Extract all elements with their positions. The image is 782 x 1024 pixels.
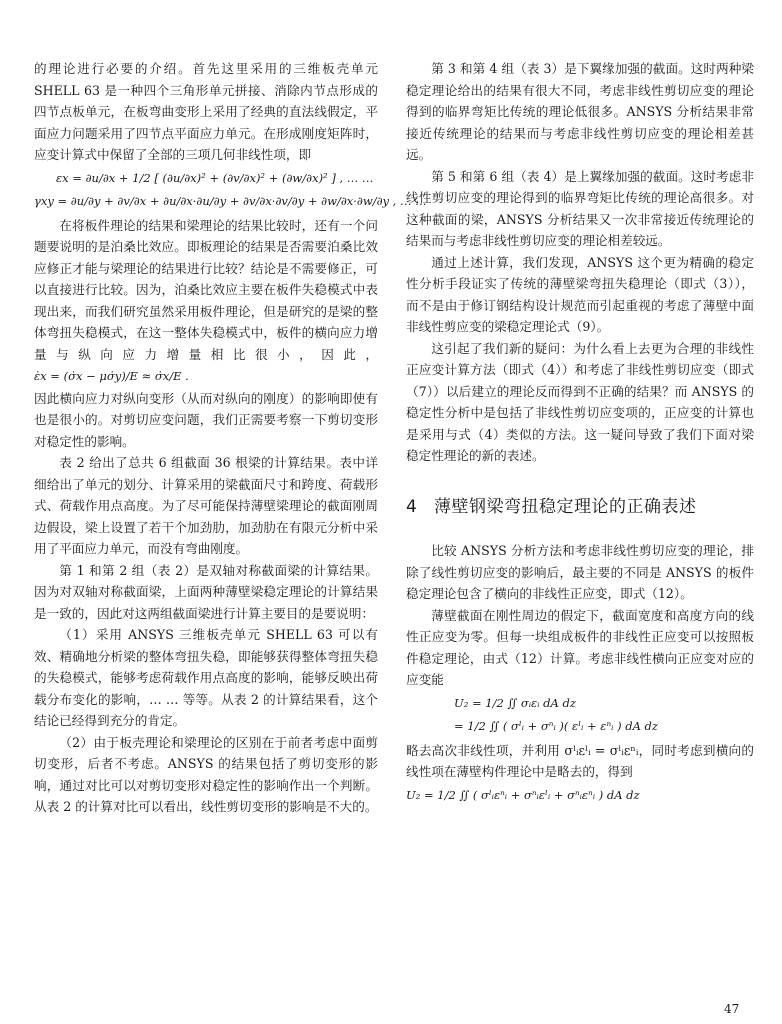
equation-shear-strain: γxy = ∂u/∂y + ∂v/∂x + ∂u/∂x·∂u/∂y + ∂v/∂x·∂v/∂y + ∂w/∂x·∂w/∂y , … … bbox=[34, 194, 427, 208]
paragraph: 第 1 和第 2 组（表 2）是双轴对称截面梁的计算结果。因为对双轴对称截面梁，上面两种薄壁梁稳定理论的计算结果是一致的，因此对这两组截面梁进行计算主要目的是要说明： bbox=[34, 562, 378, 621]
paragraph bbox=[34, 215, 378, 388]
paragraph: 这引起了我们新的疑问：为什么看上去更为合理的非线性正应变计算方法（即式（4））和考虑了非线性剪切应变（即式（7））以后建立的理论反而得到不正确的结果？而 ANSYS 的稳定性分析中是包括了非线性剪切应变项的，正应变的计算也是采用与式（4）类似的方法。这一疑问导致了我们下面对梁稳定性理论的新的表述。 bbox=[406, 340, 754, 463]
page-number: 47 bbox=[724, 1002, 740, 1016]
paragraph: （2）由于板壳理论和梁理论的区别在于前者考虑中面剪切变形，后者不考虑。ANSYS 的结果包括了剪切变形的影响，通过对比可以对剪切变形对稳定性的影响作出一个判断。从表 2 的计算对比可以看出，线性剪切变形的影响是不大的。 bbox=[34, 734, 378, 814]
paragraph: （1）采用 ANSYS 三维板壳单元 SHELL 63 可以有效、精确地分析梁的整体弯扭失稳，即能够获得整体弯扭失稳的失稳模式，能够考虑荷载作用点高度的影响，能够反映出荷载分布变化的影响，… … 等等。从表 2 的计算结果看，这个结论已经得到充分的肯定。 bbox=[34, 627, 378, 728]
paragraph: 第 3 和第 4 组（表 3）是下翼缘加强的截面。这时两种梁稳定理论给出的结果有很大不同，考虑非线性剪切应变的理论得到的临界弯矩比传统的理论低很多。ANSYS 分析结果非常接近传统理论的结果而与考虑非线性剪切应变的理论相差甚远。 bbox=[406, 61, 754, 162]
equation-strain-energy: U₂ = 1/2 ∬ σᵢεᵢ dA dz bbox=[454, 695, 576, 710]
paragraph-text: 在将板件理论的结果和梁理论的结果比较时，还有一个问题要说明的是泊桑比效应。即板理论的结果是否需要泊桑比效应修正才能与梁理论的结果进行比较？结论是不需要修正，可以直接进行比较。因为，泊桑比效应主要在板件失稳模式中表现出来，而我们研究虽然采用板件理论，但是研究的是梁的整体弯扭失稳模式，在这一整体失稳模式中，板件的横向应力增量与纵向应力增量相比很小，因此， bbox=[34, 217, 378, 362]
paragraph: 的理论进行必要的介绍。首先这里采用的三维板壳单元 SHELL 63 是一种四个三角形单元拼接、消除内节点形成的四节点板单元，在板弯曲变形上采用了经典的直法线假定，平面应力问题采用了四节点平面应力单元。在形成刚度矩阵时，应变计算式中保留了全部的三项几何非线性项，即 bbox=[34, 61, 378, 162]
paragraph: 表 2 给出了总共 6 组截面 36 根梁的计算结果。表中详细给出了单元的划分、计算采用的梁截面尺寸和跨度、荷载形式、荷载作用点高度。为了尽可能保持薄壁梁理论的截面刚周边假设，梁上设置了若干个加劲肋，加劲肋在有限元分析中采用了平面应力单元，而没有弯曲刚度。 bbox=[34, 455, 378, 556]
section-heading bbox=[406, 497, 754, 519]
equation-strain-energy-simplified: U₂ = 1/2 ∬ ( σˡᵢεⁿᵢ + σⁿᵢεˡᵢ + σⁿᵢεⁿᵢ ) dA dz bbox=[406, 787, 640, 802]
left-column bbox=[34, 58, 427, 818]
section-title: 薄壁钢梁弯扭稳定理论的正确表述 bbox=[434, 496, 697, 517]
inline-equation: ε̇x = (σ̇x − μσ̇y)/E ≈ σ̇x/E . bbox=[34, 369, 189, 383]
equation-strain-x: εx = ∂u/∂x + 1/2 [ (∂u/∂x)² + (∂v/∂x)² + (∂w/∂x)² ] , … … bbox=[56, 170, 374, 185]
paragraph: 因此横向应力对纵向变形（从而对纵向的刚度）的影响即使有也是很小的。对剪切应变问题，我们正需要考察一下剪切变形对稳定性的影响。 bbox=[34, 390, 378, 449]
section-number: 4 bbox=[406, 496, 418, 517]
paragraph: 第 5 和第 6 组（表 4）是上翼缘加强的截面。这时考虑非线性剪切应变的理论得到的临界弯矩比传统的理论高很多。对这种截面的梁，ANSYS 分析结果又一次非常接近传统理论的结果而与考虑非线性剪切应变的理论相差较远。 bbox=[406, 168, 754, 248]
right-column bbox=[406, 58, 754, 808]
paragraph: 薄壁截面在刚性周边的假定下，截面宽度和高度方向的线性正应变为零。但每一块组成板件的非线性正应变可以按照板件稳定理论，由式（12）计算。考虑非线性横向正应变对应的应变能 bbox=[406, 607, 754, 687]
paragraph: 通过上述计算，我们发现，ANSYS 这个更为精确的稳定性分析手段证实了传统的薄壁梁弯扭失稳理论（即式（3）），而不是由于修订钢结构设计规范而引起重视的考虑了薄壁中面非线性剪应变的梁稳定理论式（9）。 bbox=[406, 254, 754, 334]
paragraph: 略去高次非线性项，并利用 σˡᵢεˡᵢ = σˡᵢεⁿᵢ，同时考虑到横向的线性项在薄壁构件理论中是略去的，得到 bbox=[406, 742, 754, 779]
equation-strain-energy-expanded: = 1/2 ∬ ( σˡᵢ + σⁿᵢ )( εˡᵢ + εⁿᵢ ) dA dz bbox=[454, 719, 658, 733]
paragraph: 比较 ANSYS 分析方法和考虑非线性剪切应变的理论，排除了线性剪切应变的影响后，最主要的不同是 ANSYS 的板件稳定理论包含了横向的非线性正应变，即式（12）。 bbox=[406, 543, 754, 601]
